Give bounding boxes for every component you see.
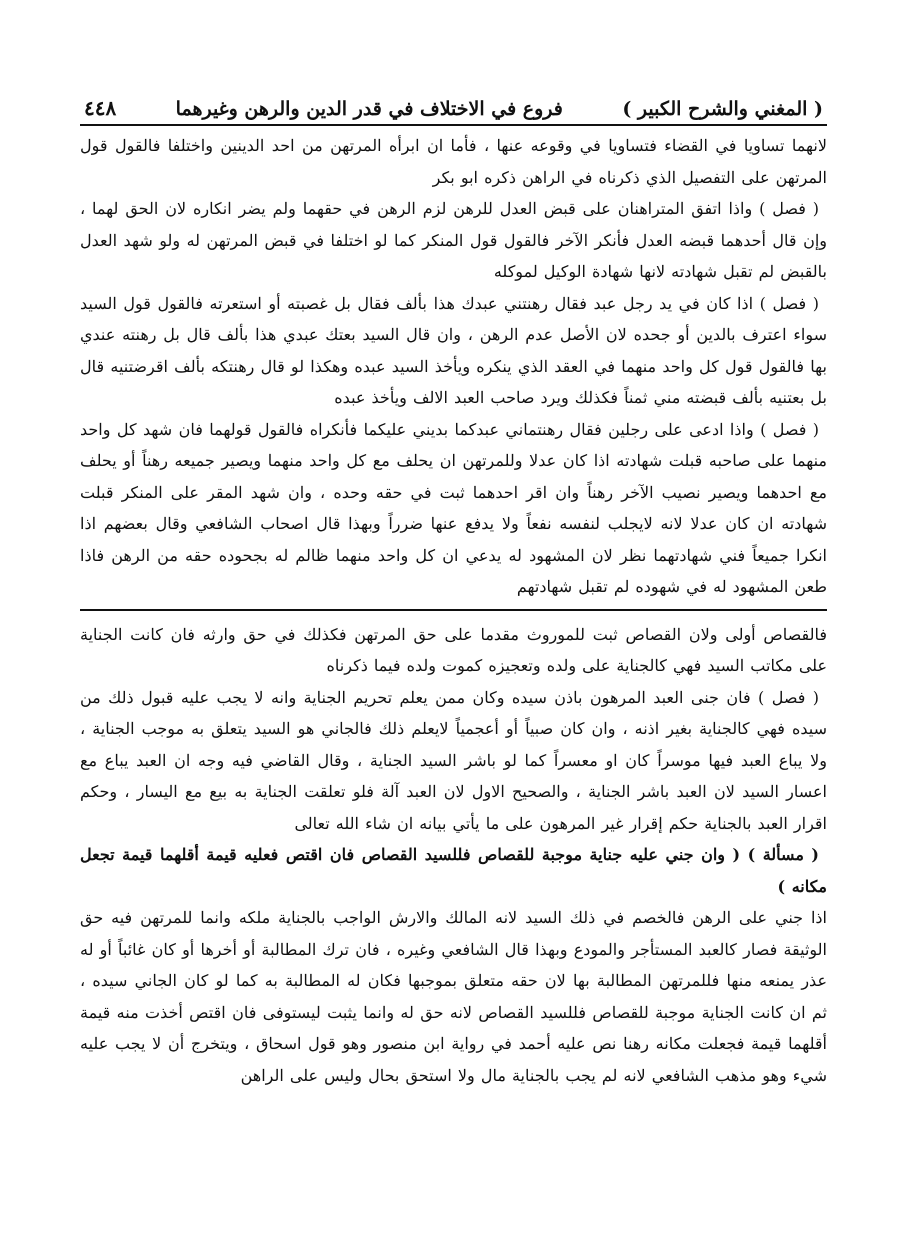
book-title: ( المغني والشرح الكبير ) xyxy=(622,98,823,120)
running-title: فروع في الاختلاف في قدر الدين والرهن وغيرهما xyxy=(175,98,563,120)
page-header xyxy=(80,96,827,124)
lower-text xyxy=(80,619,827,1092)
section-divider xyxy=(80,609,827,611)
paragraph: ( فصل ) واذا ادعى على رجلين فقال رهنتماني عبدكما بديني عليكما فأنكراه فالقول قولهما فان شهد كل واحد منهما على صاحبه قبلت شهادته اذا كان عدلا وللمرتهن ان يحلف مع كل واحد منهما ويصير جميعه رهناً أو يحلف مع احدهما ويصير نصيب الآخر رهناً وان اقر احدهما ثبت في حقه وحده ، وان شهد المقر على المنكر قبلت شهادته ان كان عدلا لانه لايجلب لنفسه نفعاً ولا يدفع عنها ضرراً وبهذا قال اصحاب الشافعي وقال بعضهم اذا انكرا جميعاً فني شهادتهما نظر لان المشهود له يدعي ان كل واحد منهما ظالم له بجحوده حقه من الرهن فاذا طعن المشهود له في شهوده لم تقبل شهادتهم xyxy=(80,419,828,596)
paragraph: لانهما تساويا في القضاء فتساويا في وقوعه عنها ، فأما ان ابرأه المرتهن من احد الدينين واختلفا فالقول قول المرتهن على التفصيل الذي ذكرناه في الراهن ذكره ابو بكر xyxy=(80,136,827,187)
page-number: ٤٤٨ xyxy=(84,96,117,120)
header-rule xyxy=(80,124,827,126)
paragraph: فالقصاص أولى ولان القصاص ثبت للموروث مقدما على حق المرتهن فكذلك في حق وارثه فان كانت الجناية على مكاتب السيد فهي كالجناية على ولده وتعجيزه كموت ولده فيما ذكرناه xyxy=(80,624,827,675)
upper-text xyxy=(80,130,827,603)
masala-heading: ( مسألة ) ( وان جني عليه جناية موجبة للقصاص فللسيد القصاص فان اقتص فعليه قيمة أقلهما قيمة تجعل مكانه ) xyxy=(80,845,827,896)
paragraph: اذا جني على الرهن فالخصم في ذلك السيد لانه المالك والارش الواجب بالجناية ملكه وانما للمرتهن فيه حق الوثيقة فصار كالعبد المستأجر والمودع وبهذا قال الشافعي وغيره ، فان ترك المطالبة أو أخرها أو كان غائباً أو له عذر يمنعه منها فللمرتهن المطالبة بها لان حقه متعلق بموجبها فكان له المطالبة به كما لو كان الجاني سيده ، ثم ان كانت الجناية موجبة للقصاص فللسيد القصاص لانه حق له وانما يثبت ليستوفى فان اقتص أخذت منه قيمة أقلهما قيمة فجعلت مكانه رهنا نص عليه أحمد في رواية ابن منصور وهو قول اسحاق ، ويتخرج أن لا يجب عليه شيء وهو مذهب الشافعي لانه لم يجب بالجناية مال ولا استحق بحال وليس على الراهن xyxy=(80,908,828,1085)
paragraph: ( فصل ) فان جنى العبد المرهون باذن سيده وكان ممن يعلم تحريم الجناية وانه لا يجب عليه قبول ذلك من سيده فهي كالجناية بغير اذنه ، وان كان صبياً أو أعجمياً لايعلم ذلك فالجاني هو السيد يتعلق به موجب الجناية ، ولا يباع العبد فيها موسراً كان او معسراً كما لو باشر السيد الجناية ، وقال القاضي فيه وجه ان العبد يباع مع اعسار السيد لان العبد باشر الجناية ، والصحيح الاول لان العبد آلة فلو تعلقت الجناية به بيع مع اليسار ، وحكم اقرار العبد بالجناية حكم إقرار غير المرهون على ما يأتي بيانه ان شاء الله تعالى xyxy=(80,687,828,833)
paragraph: ( فصل ) اذا كان في يد رجل عبد فقال رهنتني عبدك هذا بألف فقال بل غصبته أو استعرته فالقول قول السيد سواء اعترف بالدين أو جحده لان الأصل عدم الرهن ، وان قال السيد بعتك عبدي هذا بألف قال بل رهنته عندي بها فالقول قول كل واحد منهما في العقد الذي ينكره ويأخذ السيد عبده وهكذا لو قال رهنتكه بألف اقرضتنيه قال بل بعتنيه بألف قبضته مني ثمناً فكذلك ويرد صاحب العبد الالف ويأخذ عبده xyxy=(80,293,828,407)
paragraph: ( فصل ) واذا اتفق المتراهنان على قبض العدل للرهن لزم الرهن في حقهما ولم يضر انكاره لان الحق لهما ، وإن قال أحدهما قبضه العدل فأنكر الآخر فالقول قول المنكر كما لو اختلفا في قبض المرتهن له ولو شهد العدل بالقبض لم تقبل شهادته لانها شهادة الوكيل لموكله xyxy=(80,199,828,281)
